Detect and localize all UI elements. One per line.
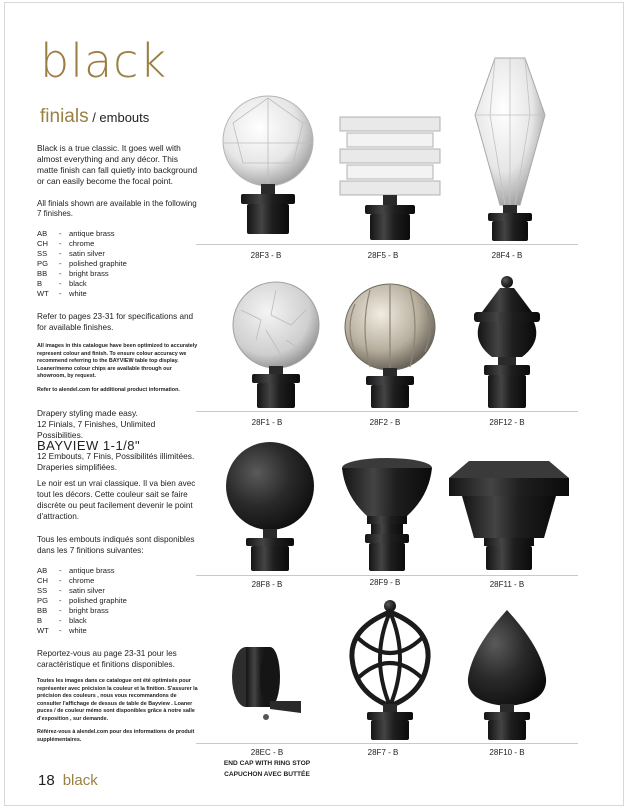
row-divider: [196, 743, 578, 744]
finish-item: PG - polished graphite: [37, 259, 127, 268]
product-code: 28F8 - B: [251, 580, 283, 589]
disclaimer-en: All images in this catalogue have been optimized to accurately represent colour and finish. To ensure colour accuracy we recommend referring to the BAYVIEW table top display. Loaner/memo colour chips are available through our showroom, by request.: [37, 343, 198, 379]
finish-item: WT - white: [37, 289, 87, 298]
finish-item: BB - bright brass: [37, 269, 109, 278]
finish-item: B - black: [37, 279, 87, 288]
subtitle-embouts: / embouts: [88, 110, 150, 125]
finish-item: CH - chrome: [37, 576, 95, 585]
product-code: 28F5 - B: [367, 251, 399, 260]
row-divider: [196, 411, 578, 412]
footer-label: black: [62, 772, 98, 789]
product-code: 28F11 - B: [489, 580, 525, 589]
refer-en: Refer to pages 23-31 for specifications and for available finishes.: [37, 312, 194, 332]
refer-fr: Reportez-vous au page 23-31 pour les caractéristique et finitions disponibles.: [37, 649, 177, 669]
finial-28F12-urn: [462, 272, 552, 410]
page-number: 18: [38, 772, 55, 789]
row-divider: [196, 244, 578, 245]
subtitle-finials: finials: [40, 106, 89, 127]
intro-fr: Le noir est un vrai classique. Il va bien avec tout les décors. Cette couleur sait se faire discrète ou peut facilement devenir le point d'attraction.: [37, 479, 196, 521]
endcap-note-en: END CAP WITH RING STOP: [223, 760, 311, 767]
page-title: black: [40, 34, 168, 88]
endcap-note-fr: CAPUCHON AVEC BUTTÉE: [224, 771, 310, 778]
product-code: 28F9 - B: [369, 578, 401, 587]
finial-28F11-square-pagoda: [444, 458, 574, 574]
product-code: 28F4 - B: [491, 251, 523, 260]
finial-28F10-acorn: [462, 608, 552, 742]
product-code: 28F3 - B: [250, 251, 282, 260]
availability-en: All finials shown are available in the following 7 finishes.: [37, 199, 197, 218]
drapery-en-1: Drapery styling made easy.: [37, 408, 138, 418]
finish-item: SS - satin silver: [37, 249, 105, 258]
finish-item: AB - antique brass: [37, 229, 115, 238]
product-code: 28EC - B: [250, 748, 284, 757]
finial-28F5-stacked-crystal: [335, 112, 445, 242]
product-code: 28F1 - B: [251, 418, 283, 427]
finial-28F3-faceted-crystal-ball: [213, 93, 323, 243]
finish-item: B - black: [37, 616, 87, 625]
finial-28F1-crackle-glass-ball: [226, 280, 326, 410]
finish-item: CH - chrome: [37, 239, 95, 248]
french-column: [37, 478, 199, 744]
bayview-heading: BAYVIEW 1-1/8": [37, 438, 141, 453]
finish-item: BB - bright brass: [37, 606, 109, 615]
website-en: Refer to alendel.com for additional product information.: [37, 386, 180, 393]
endcap-28EC-ring-stop: [226, 645, 306, 723]
finish-list-fr: [37, 566, 199, 636]
drapery-fr-2: Draperies simplifiées.: [37, 462, 118, 472]
disclaimer-fr: Toutes les images dans ce catalogue ont été optimisés pour représenter avec précision la couleur et la finition. S'assurer la précision des couleurs , nous vous recommandons de consulter l'affichage de dessus de table de Bayview . Loaner puces / de couleur mémo sont disponibles grâce à notre salle d'exposition , sur demande.: [37, 678, 198, 722]
finish-item: AB - antique brass: [37, 566, 115, 575]
finial-28F9-bell: [337, 456, 437, 574]
finish-item: PG - polished graphite: [37, 596, 127, 605]
row-divider: [196, 575, 578, 576]
intro-en: Black is a true classic. It goes well with almost everything and any décor. This matte finish can fall quietly into background or can easily become the focal point.: [37, 143, 198, 186]
finial-28F8-black-ball: [220, 438, 320, 573]
drapery-fr-1: 12 Embouts, 7 Finis, Possibilités illimitées.: [37, 451, 195, 461]
drapery-en-2: 12 Finials, 7 Finishes, Unlimited Possibilities.: [37, 419, 156, 440]
product-code: 28F12 - B: [489, 418, 525, 427]
finial-28F4-crystal-prism: [470, 55, 550, 243]
page-footer: [38, 772, 98, 789]
english-column: [37, 143, 199, 473]
finish-item: SS - satin silver: [37, 586, 105, 595]
product-code: 28F7 - B: [367, 748, 399, 757]
finial-28F7-twisted-cage: [340, 598, 440, 742]
section-subtitle: [40, 106, 149, 128]
finish-list-en: [37, 229, 199, 299]
finial-28F2-mercury-glass-ball: [340, 282, 440, 410]
product-code: 28F2 - B: [369, 418, 401, 427]
website-fr: Référez-vous à alendel.com pour des informations de produit supplémentaires.: [37, 729, 195, 743]
availability-fr: Tous les embouts indiqués sont disponibles dans les 7 finitions suivantes:: [37, 535, 195, 555]
finish-item: WT - white: [37, 626, 87, 635]
product-code: 28F10 - B: [489, 748, 525, 757]
